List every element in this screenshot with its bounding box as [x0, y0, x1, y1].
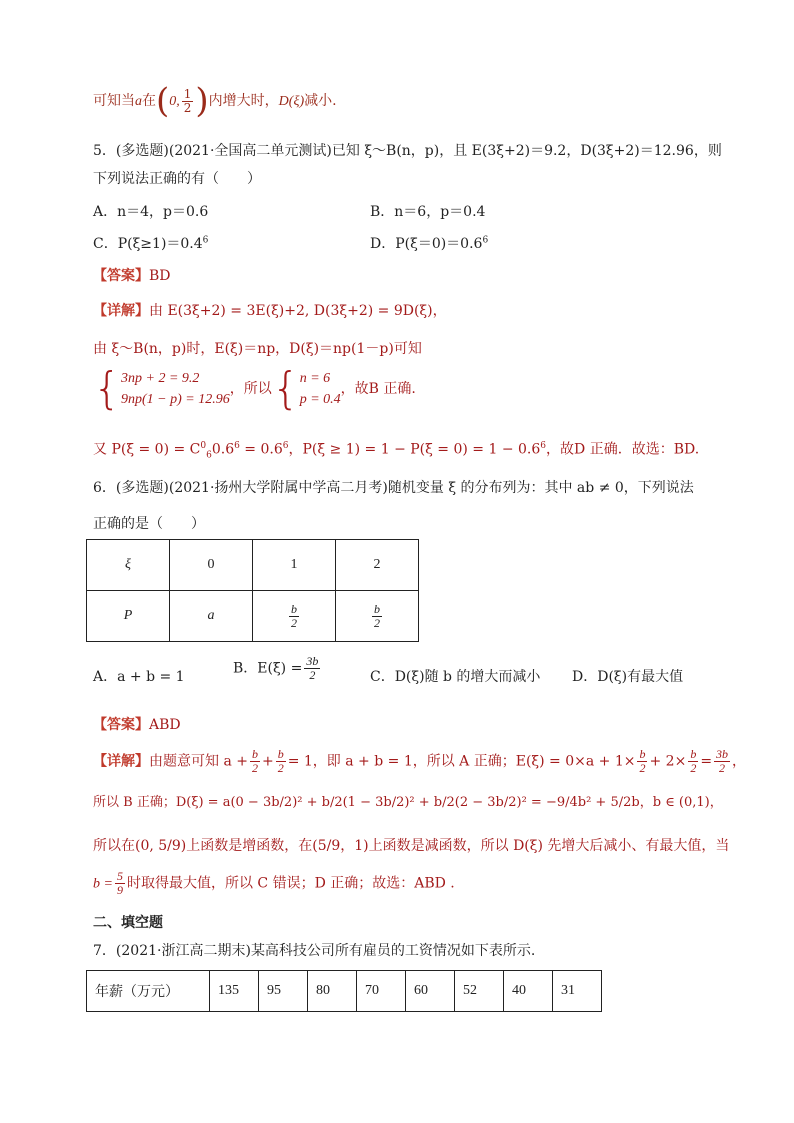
q6-detail4: b = $\frac{5}{9}$ 时取得最大值，所以 C 错误；D 正确；故选：ABD .	[93, 869, 455, 897]
q6-stem2: 正确的是（ ）	[93, 516, 205, 532]
intro-text: 可知当	[93, 93, 135, 109]
table-row: ξ 0 1 2	[87, 540, 419, 591]
q5-answer: 【答案】BD	[93, 268, 171, 284]
q5-detail4: 又 $P(\xi = 0) = C^0_60.6^6 = 0.6^6$，$P(\xi \ge 1) = 1 - P(\xi = 0) = 1 - 0.6^6$，故D 正确．故选：BD.	[93, 441, 700, 461]
q5-detail1: 【详解】由 E(3ξ+2) = 3E(ξ)+2, D(3ξ+2) = 9D(ξ)，	[93, 303, 447, 319]
table-row: P a $\frac{b}{2}$ $\frac{b}{2}$	[87, 591, 419, 642]
intro-var: a	[135, 94, 142, 109]
intro-text-in: 在	[142, 93, 156, 109]
q6-option-d: D．D(ξ)有最大值	[572, 669, 684, 685]
q5-stem2: 下列说法正确的有（ ）	[93, 171, 261, 187]
q5-stem: 5．(多选题)(2021·全国高二单元测试)已知 ξ～B(n，p)，且 E(3ξ+2)＝9.2，D(3ξ+2)＝12.96，则	[93, 143, 722, 159]
intro-text-c: 减小.	[304, 93, 337, 109]
q6-option-b: B．E(ξ) = $\frac{3b}{2}$	[233, 654, 319, 682]
intro-interval: 0,	[169, 94, 180, 109]
q5-option-c: C．$P(\xi\ge 1)=0.4^6$	[93, 235, 209, 252]
salary-table	[86, 970, 602, 1012]
q5-option-b: B．n＝6，p＝0.4	[370, 204, 486, 220]
q5-system: { 3np + 2 = 9.2 9np(1 − p) = 12.96 ，所以{ n = 6 p = 0.4 ，故B 正确.	[93, 363, 416, 414]
intro-text-b: 内增大时，	[208, 93, 279, 109]
q6-detail1: 【详解】由题意可知 a + $\frac{b}{2}$ + $\frac{b}{2}$ = 1，即 a + b = 1，所以 A 正确；E(ξ) = 0×a + 1× $\frac{b}{2}$ + 2× $\frac{b}{2}$ = $\frac{3b}{2}$ ，	[93, 747, 747, 775]
table-row: 年薪（万元） 135 95 80 70 60 52 40 31	[87, 971, 602, 1012]
q6-detail3: 所以在(0, 5/9)上函数是增函数，在(5/9，1)上函数是减函数，所以 D(ξ) 先增大后减小、有最大值，当	[93, 838, 730, 854]
q6-option-a: A．a + b = 1	[93, 669, 185, 685]
distribution-table	[86, 539, 419, 642]
q7-stem: 7．(2021·浙江高二期末)某高科技公司所有雇员的工资情况如下表所示.	[93, 943, 536, 959]
q6-detail2: 所以 B 正确；D(ξ) = a(0 − 3b/2)² + b/2(1 − 3b/2)² + b/2(2 − 3b/2)² = −9/4b² + 5/2b，b ∈ (0,1)，	[93, 795, 723, 810]
intro-fraction: $\frac{1}{2}$	[183, 86, 192, 115]
intro-dxi: D(ξ)	[278, 94, 305, 109]
q5-option-d: D．$P(\xi=0)=0.6^6$	[370, 235, 489, 252]
q6-answer: 【答案】ABD	[93, 717, 181, 733]
q5-option-a: A．n＝4，p＝0.6	[93, 204, 209, 220]
section-title: 二、填空题	[93, 915, 163, 931]
intro-line: 可知当a在(0, $\frac{1}{2}$ )内增大时，D(ξ)减小.	[93, 81, 337, 121]
q6-stem: 6．(多选题)(2021·扬州大学附属中学高二月考)随机变量 ξ 的分布列为：其中 ab ≠ 0，下列说法	[93, 480, 694, 496]
q5-detail2: 由 ξ～B(n，p)时，E(ξ)＝np，D(ξ)＝np(1－p)可知	[93, 341, 422, 357]
q6-option-c: C．D(ξ)随 b 的增大而减小	[370, 669, 541, 685]
